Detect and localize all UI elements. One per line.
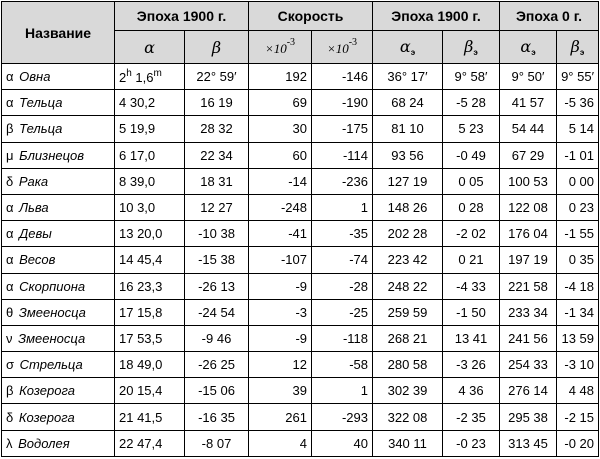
right-ascension: 4 30,2	[115, 90, 185, 116]
header-alpha-e-1900: $\alpha_э$	[373, 31, 443, 64]
declination: -15 06	[185, 378, 249, 404]
ecliptic-beta-1900: 13 41	[443, 325, 500, 351]
speed-2: -190	[312, 90, 373, 116]
table-row	[2, 168, 599, 194]
ecliptic-beta-0: 0 00	[557, 168, 599, 194]
header-epoch-1900-ecliptic: Эпоха 1900 г.	[373, 2, 500, 31]
ecliptic-beta-1900: 0 21	[443, 247, 500, 273]
right-ascension: 16 23,3	[115, 273, 185, 299]
right-ascension: 20 15,4	[115, 378, 185, 404]
ecliptic-alpha-0: 254 33	[500, 352, 557, 378]
star-name: α Овна	[2, 64, 115, 90]
declination: -9 46	[185, 325, 249, 351]
ecliptic-alpha-0: 295 38	[500, 404, 557, 430]
right-ascension: 18 49,0	[115, 352, 185, 378]
ecliptic-alpha-1900: 322 08	[373, 404, 443, 430]
declination: -26 13	[185, 273, 249, 299]
star-name: σ Стрельца	[2, 352, 115, 378]
ecliptic-alpha-0: 197 19	[500, 247, 557, 273]
speed-1: 192	[249, 64, 312, 90]
ecliptic-alpha-1900: 268 21	[373, 325, 443, 351]
declination: -24 54	[185, 299, 249, 325]
ecliptic-alpha-1900: 93 56	[373, 142, 443, 168]
declination: 22 34	[185, 142, 249, 168]
table-row	[2, 430, 599, 456]
speed-2: -58	[312, 352, 373, 378]
speed-1: 4	[249, 430, 312, 456]
ecliptic-beta-0: -5 36	[557, 90, 599, 116]
header-name: Название	[2, 2, 115, 64]
ecliptic-alpha-1900: 127 19	[373, 168, 443, 194]
ecliptic-beta-0: 0 35	[557, 247, 599, 273]
header-beta: β	[185, 31, 249, 64]
speed-1: -41	[249, 221, 312, 247]
ecliptic-alpha-0: 221 58	[500, 273, 557, 299]
ecliptic-beta-1900: -2 02	[443, 221, 500, 247]
header-speed-unit-1: $\times 10^{-3}$	[249, 31, 312, 64]
ecliptic-alpha-0: 122 08	[500, 194, 557, 220]
right-ascension: 2$^h$ 1,6$^m$	[115, 64, 185, 90]
right-ascension: 17 53,5	[115, 325, 185, 351]
right-ascension: 14 45,4	[115, 247, 185, 273]
speed-1: -9	[249, 273, 312, 299]
header-epoch-0: Эпоха 0 г.	[500, 2, 599, 31]
ecliptic-alpha-0: 241 56	[500, 325, 557, 351]
table-row	[2, 221, 599, 247]
ecliptic-beta-1900: -0 23	[443, 430, 500, 456]
header-epoch-1900: Эпоха 1900 г.	[115, 2, 249, 31]
ecliptic-beta-0: 9° 55′	[557, 64, 599, 90]
declination: -16 35	[185, 404, 249, 430]
ecliptic-beta-1900: -3 26	[443, 352, 500, 378]
speed-1: 261	[249, 404, 312, 430]
ecliptic-beta-1900: 5 23	[443, 116, 500, 142]
star-name: α Тельца	[2, 90, 115, 116]
star-name: δ Козерога	[2, 404, 115, 430]
right-ascension: 5 19,9	[115, 116, 185, 142]
ecliptic-alpha-1900: 202 28	[373, 221, 443, 247]
ecliptic-alpha-1900: 302 39	[373, 378, 443, 404]
speed-1: -9	[249, 325, 312, 351]
table-row	[2, 378, 599, 404]
table-row	[2, 194, 599, 220]
ecliptic-alpha-1900: 340 11	[373, 430, 443, 456]
ecliptic-beta-1900: -5 28	[443, 90, 500, 116]
declination: 22° 59′	[185, 64, 249, 90]
star-name: λ Водолея	[2, 430, 115, 456]
ecliptic-beta-0: -0 20	[557, 430, 599, 456]
right-ascension: 13 20,0	[115, 221, 185, 247]
ecliptic-alpha-1900: 223 42	[373, 247, 443, 273]
table-row	[2, 90, 599, 116]
speed-1: -14	[249, 168, 312, 194]
ecliptic-beta-0: -3 10	[557, 352, 599, 378]
ecliptic-beta-0: 5 14	[557, 116, 599, 142]
speed-2: -175	[312, 116, 373, 142]
table-row	[2, 325, 599, 351]
star-name: α Весов	[2, 247, 115, 273]
speed-2: -114	[312, 142, 373, 168]
right-ascension: 21 41,5	[115, 404, 185, 430]
right-ascension: 10 3,0	[115, 194, 185, 220]
star-name: θ Змееносца	[2, 299, 115, 325]
ecliptic-beta-0: -2 15	[557, 404, 599, 430]
right-ascension: 22 47,4	[115, 430, 185, 456]
declination: -15 38	[185, 247, 249, 273]
declination: 12 27	[185, 194, 249, 220]
star-name: α Льва	[2, 194, 115, 220]
speed-2: -146	[312, 64, 373, 90]
table-row	[2, 299, 599, 325]
star-name: ν Змееносца	[2, 325, 115, 351]
speed-2: 1	[312, 378, 373, 404]
ecliptic-alpha-1900: 68 24	[373, 90, 443, 116]
table-body	[2, 64, 599, 457]
speed-2: -74	[312, 247, 373, 273]
declination: 18 31	[185, 168, 249, 194]
ecliptic-beta-1900: 9° 58′	[443, 64, 500, 90]
ecliptic-beta-1900: 0 28	[443, 194, 500, 220]
speed-1: -3	[249, 299, 312, 325]
header-beta-e-0: $\beta_э$	[557, 31, 599, 64]
table-row	[2, 273, 599, 299]
ecliptic-beta-0: 4 48	[557, 378, 599, 404]
speed-1: 12	[249, 352, 312, 378]
ecliptic-beta-1900: 4 36	[443, 378, 500, 404]
star-catalog-table	[1, 1, 599, 457]
star-name: μ Близнецов	[2, 142, 115, 168]
ecliptic-beta-1900: -0 49	[443, 142, 500, 168]
speed-1: 60	[249, 142, 312, 168]
declination: 28 32	[185, 116, 249, 142]
table-row	[2, 116, 599, 142]
header-speed-unit-2: $\times 10^{-3}$	[312, 31, 373, 64]
right-ascension: 6 17,0	[115, 142, 185, 168]
ecliptic-beta-1900: -2 35	[443, 404, 500, 430]
ecliptic-beta-1900: 0 05	[443, 168, 500, 194]
header-beta-e-1900: $\beta_э$	[443, 31, 500, 64]
star-name: α Скорпиона	[2, 273, 115, 299]
ecliptic-beta-1900: -4 33	[443, 273, 500, 299]
ecliptic-beta-0: -1 01	[557, 142, 599, 168]
ecliptic-alpha-0: 233 34	[500, 299, 557, 325]
ecliptic-alpha-0: 41 57	[500, 90, 557, 116]
star-name: α Девы	[2, 221, 115, 247]
header-speed: Скорость	[249, 2, 373, 31]
speed-1: 30	[249, 116, 312, 142]
declination: -8 07	[185, 430, 249, 456]
table-row	[2, 142, 599, 168]
speed-2: -118	[312, 325, 373, 351]
table-row	[2, 247, 599, 273]
ecliptic-beta-0: 0 23	[557, 194, 599, 220]
speed-1: -107	[249, 247, 312, 273]
ecliptic-alpha-0: 276 14	[500, 378, 557, 404]
ecliptic-alpha-0: 100 53	[500, 168, 557, 194]
speed-1: -248	[249, 194, 312, 220]
ecliptic-alpha-1900: 81 10	[373, 116, 443, 142]
speed-2: -293	[312, 404, 373, 430]
header-alpha: α	[115, 31, 185, 64]
right-ascension: 17 15,8	[115, 299, 185, 325]
header-alpha-e-0: $\alpha_э$	[500, 31, 557, 64]
ecliptic-alpha-0: 9° 50′	[500, 64, 557, 90]
ecliptic-alpha-1900: 248 22	[373, 273, 443, 299]
declination: 16 19	[185, 90, 249, 116]
ecliptic-beta-0: -1 55	[557, 221, 599, 247]
ecliptic-beta-0: 13 59	[557, 325, 599, 351]
speed-2: -28	[312, 273, 373, 299]
table-row	[2, 352, 599, 378]
speed-2: 1	[312, 194, 373, 220]
right-ascension: 8 39,0	[115, 168, 185, 194]
speed-2: 40	[312, 430, 373, 456]
ecliptic-beta-1900: -1 50	[443, 299, 500, 325]
star-name: β Тельца	[2, 116, 115, 142]
speed-1: 69	[249, 90, 312, 116]
ecliptic-alpha-1900: 259 59	[373, 299, 443, 325]
speed-2: -236	[312, 168, 373, 194]
star-name: δ Рака	[2, 168, 115, 194]
ecliptic-alpha-1900: 148 26	[373, 194, 443, 220]
ecliptic-alpha-1900: 280 58	[373, 352, 443, 378]
ecliptic-beta-0: -4 18	[557, 273, 599, 299]
speed-1: 39	[249, 378, 312, 404]
speed-2: -35	[312, 221, 373, 247]
table-row	[2, 64, 599, 90]
declination: -26 25	[185, 352, 249, 378]
ecliptic-alpha-0: 67 29	[500, 142, 557, 168]
ecliptic-beta-0: -1 34	[557, 299, 599, 325]
ecliptic-alpha-0: 313 45	[500, 430, 557, 456]
table-row	[2, 404, 599, 430]
ecliptic-alpha-0: 176 04	[500, 221, 557, 247]
declination: -10 38	[185, 221, 249, 247]
ecliptic-alpha-0: 54 44	[500, 116, 557, 142]
star-name: β Козерога	[2, 378, 115, 404]
ecliptic-alpha-1900: 36° 17′	[373, 64, 443, 90]
speed-2: -25	[312, 299, 373, 325]
